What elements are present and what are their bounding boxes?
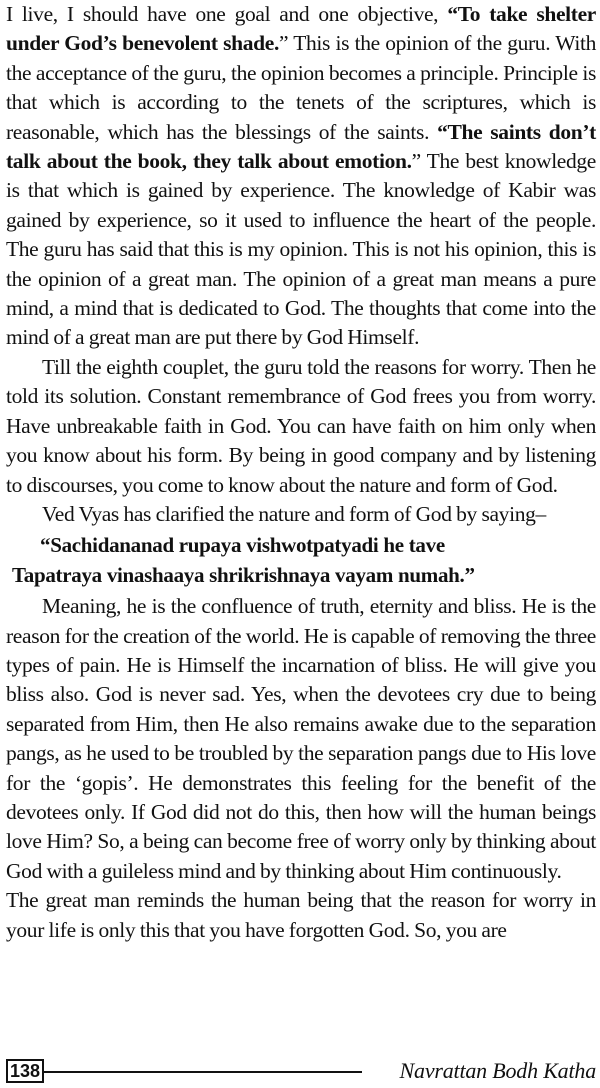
paragraph-4: Meaning, he is the confluence of truth, eternity and bliss. He is the reason for the creation of the world. He is capable of removing the three types of pain. He is Himself the incarnation of bliss. He will give you bliss also. God is never sad. Yes, when the devotees cry due to being separated from Him, then He also remains awake due to the separation pangs, as he used to be troubled by the separation pangs due to His love for the ‘gopis’. He demonstrates this feeling for the benefit of the devotees only. If God did not do this, then how will the human beings love Him? So, a being can become free of worry only by thinking about God with a guileless mind and by thinking about Him continuously. (6, 594, 596, 883)
footer-rule (44, 1071, 362, 1073)
page-body (6, 0, 596, 945)
verse-line-2: Tapatraya vinashaaya shrikrishnaya vayam numah.” (12, 562, 475, 587)
verse-line-1: “Sachidananad rupaya vishwotpatyadi he tave (40, 533, 445, 558)
quote-saints-emotion: “The saints don’t talk about the book, they talk about emotion. (6, 119, 596, 174)
paragraph-2: Till the eighth couplet, the guru told the reasons for worry. Then he told its solution. Constant remembrance of God frees you from worry. Have unbreakable faith in God. You can have faith on him only when you know about his form. By being in good company and by listening to discourses, you come to know about the nature and form of God. (6, 354, 596, 497)
book-title: Navrattan Bodh Katha (399, 1058, 596, 1083)
paragraph-1-text-c: ” The best knowledge is that which is gained by experience. The knowledge of Kabir was gained by experience, so it used to influence the heart of the people. The guru has said that this is my opinion. This is not his opinion, this is the opinion of a great man. The opinion of a great man means a pure mind, a mind that is dedicated to God. The thoughts that come into the mind of a great man are put there by God Himself. (6, 149, 596, 350)
paragraph-1-text-a: I live, I should have one goal and one objective, (6, 2, 448, 26)
quote-benevolent-shade: “To take shelter under God’s benevolent shade. (6, 2, 596, 56)
page-footer (6, 1058, 596, 1084)
paragraph-5: The great man reminds the human being that the reason for worry in your life is only this that you have forgotten God. So, you are (6, 888, 596, 942)
paragraph-1-text-b: ” This is the opinion of the guru. With the acceptance of the guru, the opinion becomes a principle. Principle is that which is according to the tenets of the scriptures, which is reasonable, which has the blessings of the saints. (6, 31, 596, 144)
page-number: 138 (6, 1059, 44, 1083)
sanskrit-verse (6, 531, 596, 590)
paragraph-1 (6, 0, 596, 353)
paragraph-3: Ved Vyas has clarified the nature and form of God by saying– (42, 501, 546, 526)
